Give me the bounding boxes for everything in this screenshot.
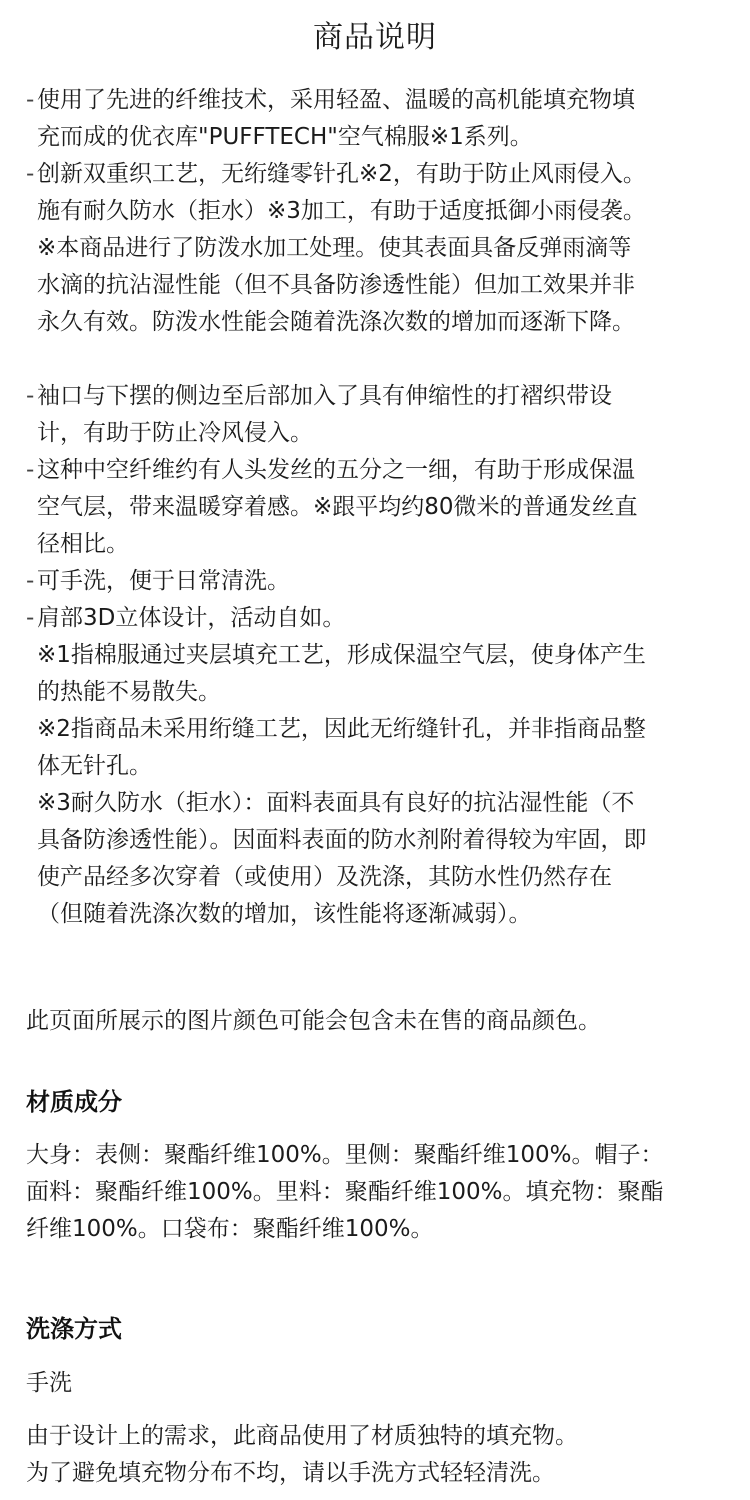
material-line: 大身：表侧：聚酯纤维100%。里侧：聚酯纤维100%。帽子： [26, 1142, 664, 1168]
washing-line: 为了避免填充物分布不均，请以手洗方式轻轻清洗。 [26, 1460, 555, 1486]
description-item [26, 378, 726, 452]
description-line: ※本商品进行了防泼水加工处理。使其表面具备反弹雨滴等 [37, 235, 632, 261]
bullet-dash: - [26, 457, 35, 483]
description-item [26, 563, 726, 600]
color-notice: 此页面所展示的图片颜色可能会包含未在售的商品颜色。 [26, 1008, 601, 1034]
description-line: 永久有效。防泼水性能会随着洗涤次数的增加而逐渐下降。 [37, 309, 635, 335]
description-line: 空气层，带来温暖穿着感。※跟平均约80微米的普通发丝直 [37, 494, 638, 520]
description-line: 水滴的抗沾湿性能（但不具备防渗透性能）但加工效果并非 [37, 272, 635, 298]
washing-body [26, 1418, 726, 1492]
description-line: 充而成的优衣库"PUFFTECH"空气棉服※1系列。 [37, 124, 533, 150]
footnote-line: 具备防渗透性能）。因面料表面的防水剂附着得较为牢固，即 [37, 827, 647, 853]
footnote-line: ※1指棉服通过夹层填充工艺，形成保温空气层，使身体产生 [37, 642, 646, 668]
description-line: 施有耐久防水（拒水）※3加工，有助于适度抵御小雨侵袭。 [37, 198, 646, 224]
description-line: 袖口与下摆的侧边至后部加入了具有伸缩性的打褶织带设 [37, 383, 612, 409]
description-item [26, 156, 726, 341]
material-line: 纤维100%。口袋布：聚酯纤维100%。 [26, 1216, 434, 1242]
bullet-dash: - [26, 383, 35, 409]
material-line: 面料：聚酯纤维100%。里料：聚酯纤维100%。填充物：聚酯 [26, 1179, 664, 1205]
description-item [26, 82, 726, 156]
footnote [26, 785, 726, 933]
description-line: 可手洗，便于日常清洗。 [37, 568, 290, 594]
footnote-line: ※3耐久防水（拒水）：面料表面具有良好的抗沾湿性能（不 [37, 790, 635, 816]
footnote [26, 711, 726, 785]
description-line: 肩部3D立体设计，活动自如。 [37, 605, 346, 631]
footnote-line: （但随着洗涤次数的增加，该性能将逐渐减弱）。 [37, 901, 532, 927]
description-item [26, 452, 726, 563]
footnote-line: 体无针孔。 [37, 753, 152, 779]
description-line: 计，有助于防止冷风侵入。 [37, 420, 313, 446]
washing-line: 由于设计上的需求，此商品使用了材质独特的填充物。 [26, 1423, 578, 1449]
footnote [26, 637, 726, 711]
washing-heading: 洗涤方式 [26, 1315, 122, 1343]
bullet-dash: - [26, 568, 35, 594]
description-line: 这种中空纤维约有人头发丝的五分之一细，有助于形成保温 [37, 457, 635, 483]
material-body [26, 1137, 726, 1248]
description-section [26, 82, 726, 933]
washing-method: 手洗 [26, 1370, 72, 1396]
footnote-line: 的热能不易散失。 [37, 679, 221, 705]
description-line: 创新双重织工艺，无绗缝零针孔※2，有助于防止风雨侵入。 [37, 161, 646, 187]
spacer [26, 341, 726, 378]
description-line: 径相比。 [37, 531, 129, 557]
footnote-line: 使产品经多次穿着（或使用）及洗涤，其防水性仍然存在 [37, 864, 612, 890]
page-title: 商品说明 [313, 20, 437, 55]
footnote-line: ※2指商品未采用绗缝工艺，因此无绗缝针孔，并非指商品整 [37, 716, 646, 742]
description-item [26, 600, 726, 637]
bullet-dash: - [26, 87, 35, 113]
description-line: 使用了先进的纤维技术，采用轻盈、温暖的高机能填充物填 [37, 87, 635, 113]
bullet-dash: - [26, 605, 35, 631]
bullet-dash: - [26, 161, 35, 187]
material-heading: 材质成分 [26, 1088, 122, 1116]
